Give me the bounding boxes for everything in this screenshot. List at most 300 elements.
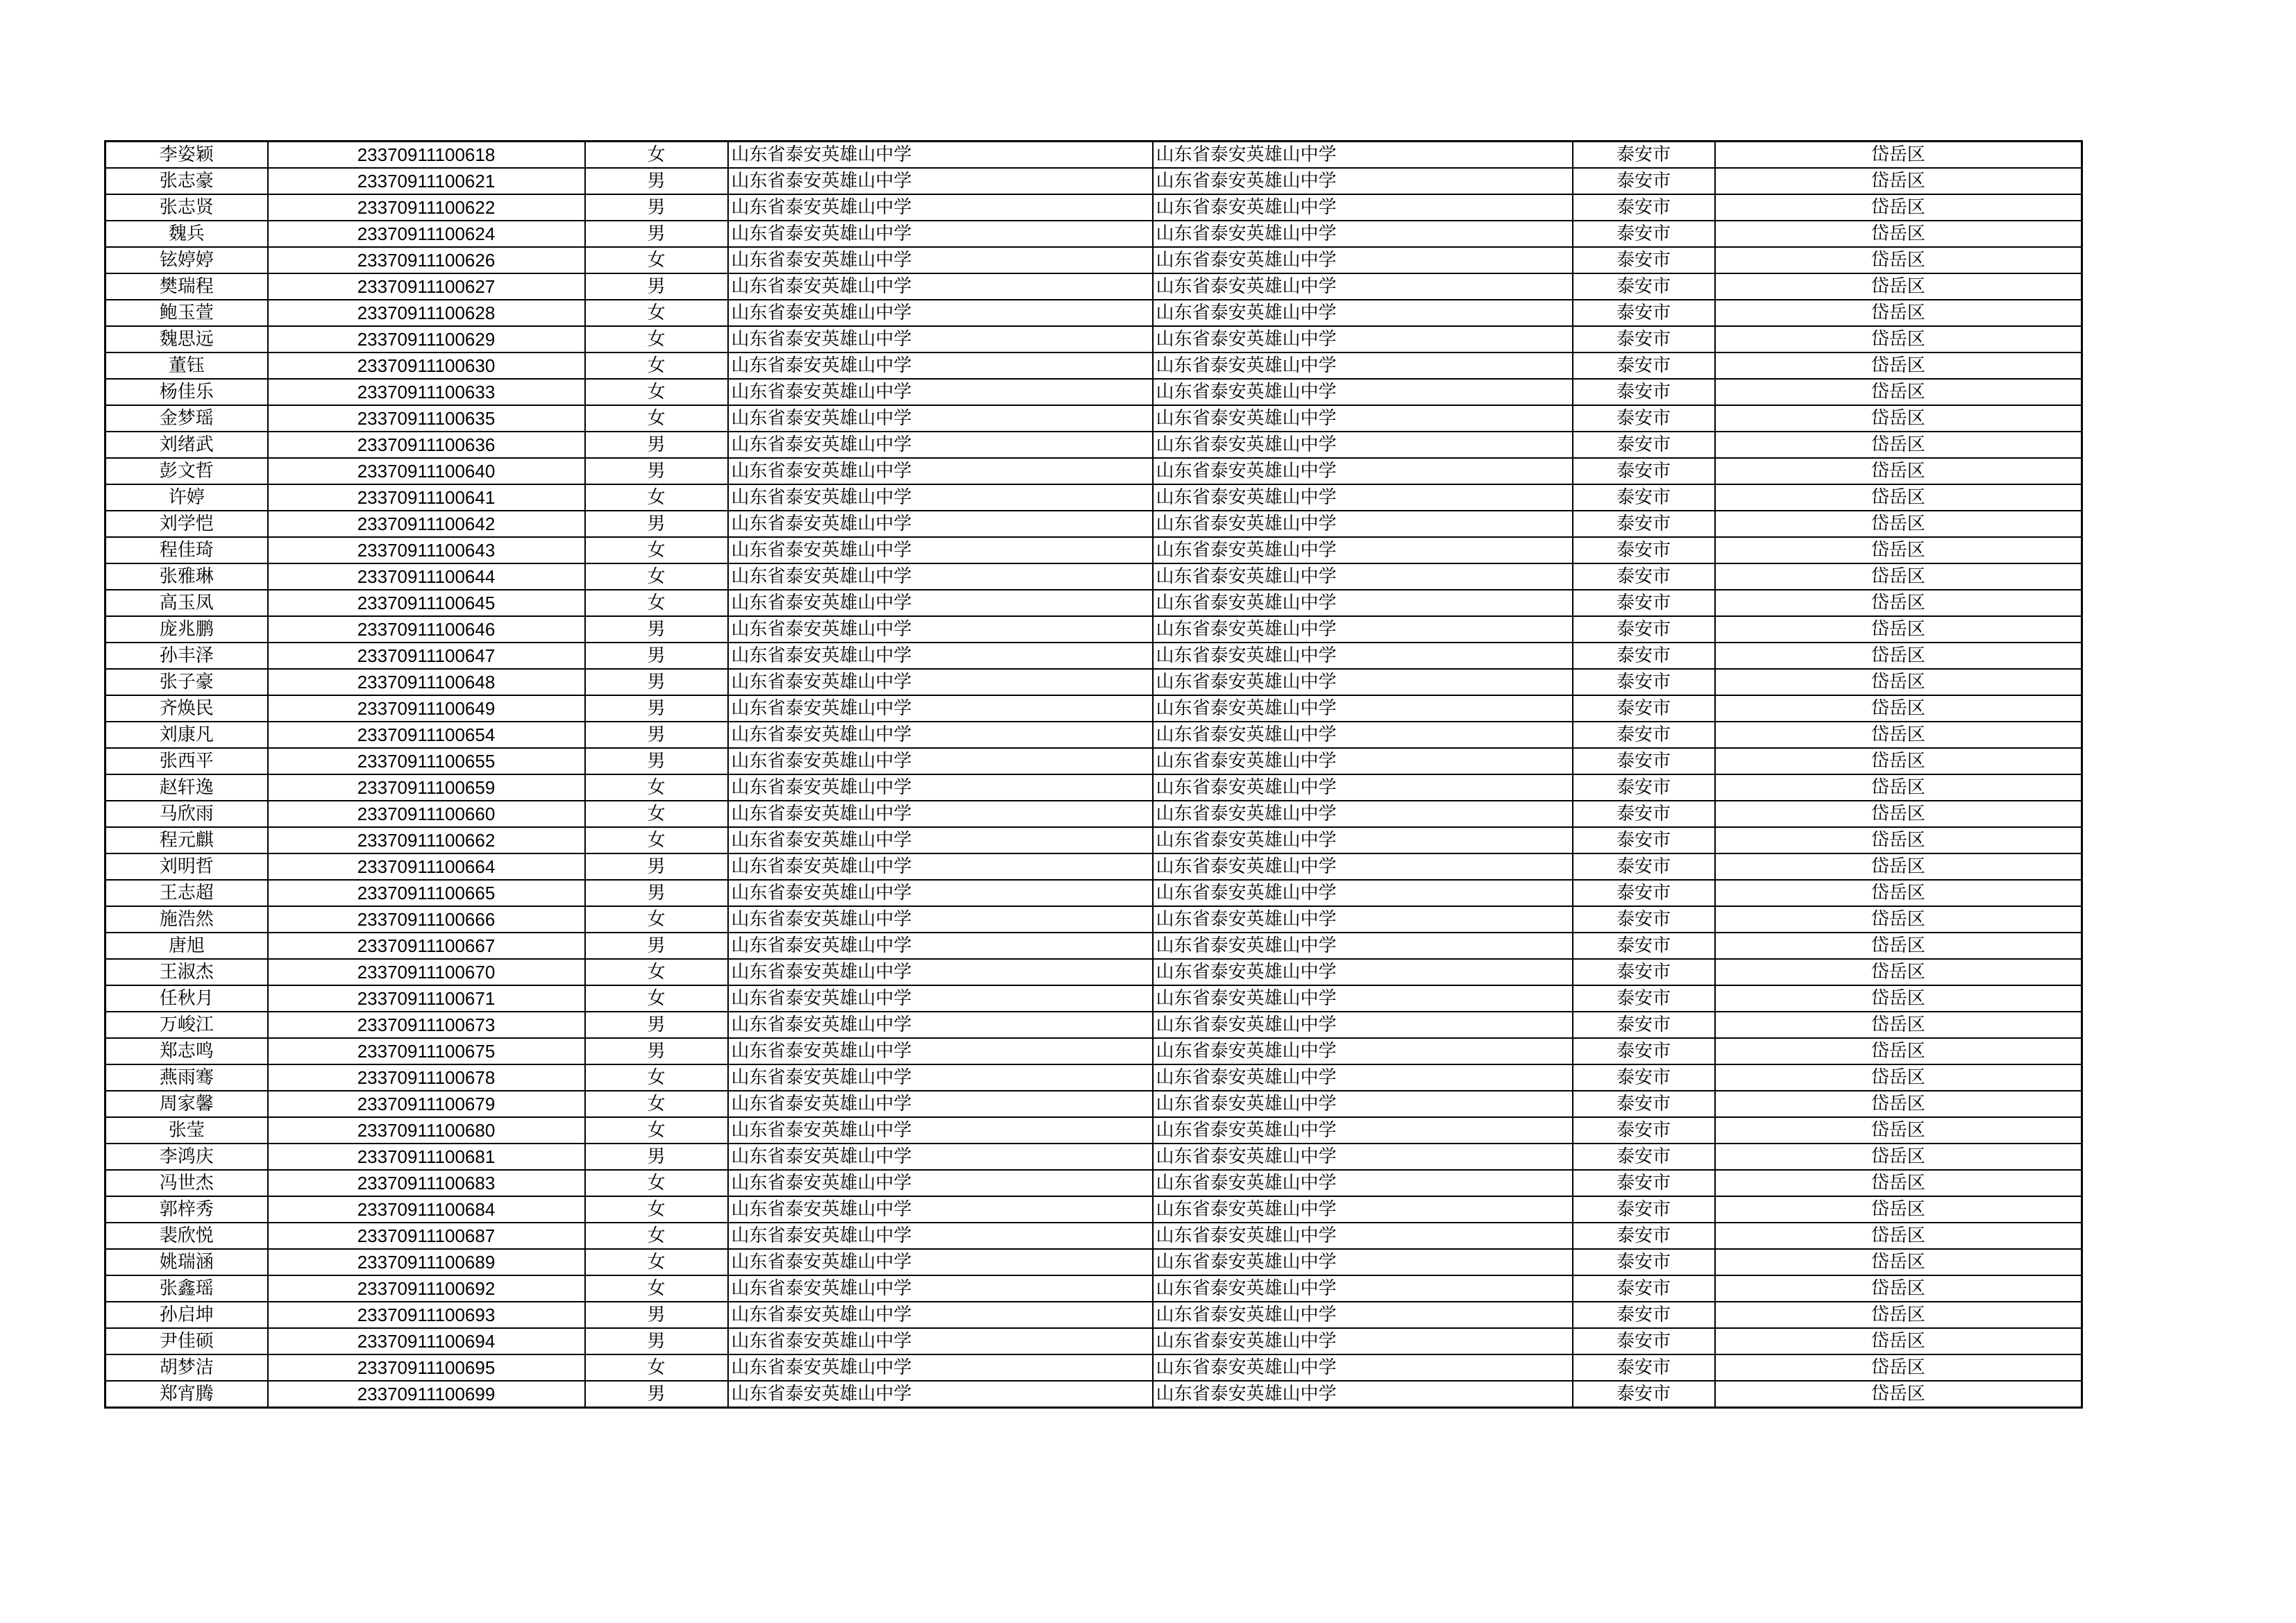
table-row	[105, 352, 2082, 379]
graduating-school-cell: 山东省泰安英雄山中学	[1153, 221, 1573, 247]
city-cell: 泰安市	[1573, 379, 1715, 405]
exam-number-cell: 23370911100662	[268, 827, 585, 853]
gender-cell: 男	[585, 168, 728, 194]
district-cell: 岱岳区	[1715, 247, 2082, 273]
student-name-cell: 铉婷婷	[105, 247, 268, 273]
school-cell: 山东省泰安英雄山中学	[728, 1196, 1153, 1223]
graduating-school-cell: 山东省泰安英雄山中学	[1153, 1381, 1573, 1408]
city-cell: 泰安市	[1573, 405, 1715, 432]
gender-cell: 男	[585, 695, 728, 722]
school-cell: 山东省泰安英雄山中学	[728, 247, 1153, 273]
student-name-cell: 张鑫瑶	[105, 1275, 268, 1302]
district-cell: 岱岳区	[1715, 1117, 2082, 1144]
district-cell: 岱岳区	[1715, 827, 2082, 853]
school-cell: 山东省泰安英雄山中学	[728, 985, 1153, 1012]
school-cell: 山东省泰安英雄山中学	[728, 1275, 1153, 1302]
exam-number-cell: 23370911100671	[268, 985, 585, 1012]
school-cell: 山东省泰安英雄山中学	[728, 221, 1153, 247]
table-row	[105, 1012, 2082, 1038]
table-row	[105, 643, 2082, 669]
gender-cell: 男	[585, 1328, 728, 1354]
district-cell: 岱岳区	[1715, 194, 2082, 221]
table-row	[105, 1144, 2082, 1170]
city-cell: 泰安市	[1573, 1328, 1715, 1354]
student-name-cell: 李姿颖	[105, 142, 268, 169]
district-cell: 岱岳区	[1715, 1012, 2082, 1038]
table-row	[105, 1302, 2082, 1328]
school-cell: 山东省泰安英雄山中学	[728, 827, 1153, 853]
school-cell: 山东省泰安英雄山中学	[728, 352, 1153, 379]
graduating-school-cell: 山东省泰安英雄山中学	[1153, 616, 1573, 643]
district-cell: 岱岳区	[1715, 1302, 2082, 1328]
district-cell: 岱岳区	[1715, 1064, 2082, 1091]
graduating-school-cell: 山东省泰安英雄山中学	[1153, 300, 1573, 326]
student-name-cell: 张莹	[105, 1117, 268, 1144]
exam-number-cell: 23370911100647	[268, 643, 585, 669]
district-cell: 岱岳区	[1715, 563, 2082, 590]
district-cell: 岱岳区	[1715, 906, 2082, 933]
city-cell: 泰安市	[1573, 1354, 1715, 1381]
student-name-cell: 张雅琳	[105, 563, 268, 590]
gender-cell: 女	[585, 379, 728, 405]
gender-cell: 女	[585, 1223, 728, 1249]
gender-cell: 女	[585, 801, 728, 827]
city-cell: 泰安市	[1573, 1012, 1715, 1038]
table-row	[105, 827, 2082, 853]
exam-number-cell: 23370911100689	[268, 1249, 585, 1275]
graduating-school-cell: 山东省泰安英雄山中学	[1153, 695, 1573, 722]
gender-cell: 男	[585, 511, 728, 537]
gender-cell: 男	[585, 273, 728, 300]
city-cell: 泰安市	[1573, 1196, 1715, 1223]
graduating-school-cell: 山东省泰安英雄山中学	[1153, 142, 1573, 169]
exam-number-cell: 23370911100644	[268, 563, 585, 590]
student-name-cell: 姚瑞涵	[105, 1249, 268, 1275]
graduating-school-cell: 山东省泰安英雄山中学	[1153, 643, 1573, 669]
school-cell: 山东省泰安英雄山中学	[728, 379, 1153, 405]
gender-cell: 男	[585, 669, 728, 695]
school-cell: 山东省泰安英雄山中学	[728, 1249, 1153, 1275]
school-cell: 山东省泰安英雄山中学	[728, 168, 1153, 194]
school-cell: 山东省泰安英雄山中学	[728, 933, 1153, 959]
exam-number-cell: 23370911100660	[268, 801, 585, 827]
exam-number-cell: 23370911100692	[268, 1275, 585, 1302]
city-cell: 泰安市	[1573, 1038, 1715, 1064]
exam-number-cell: 23370911100687	[268, 1223, 585, 1249]
exam-number-cell: 23370911100684	[268, 1196, 585, 1223]
city-cell: 泰安市	[1573, 722, 1715, 748]
exam-number-cell: 23370911100648	[268, 669, 585, 695]
city-cell: 泰安市	[1573, 1064, 1715, 1091]
gender-cell: 男	[585, 853, 728, 880]
graduating-school-cell: 山东省泰安英雄山中学	[1153, 537, 1573, 563]
table-row	[105, 300, 2082, 326]
table-row	[105, 1328, 2082, 1354]
school-cell: 山东省泰安英雄山中学	[728, 616, 1153, 643]
district-cell: 岱岳区	[1715, 142, 2082, 169]
school-cell: 山东省泰安英雄山中学	[728, 1012, 1153, 1038]
district-cell: 岱岳区	[1715, 1381, 2082, 1408]
graduating-school-cell: 山东省泰安英雄山中学	[1153, 1354, 1573, 1381]
table-row	[105, 142, 2082, 169]
exam-number-cell: 23370911100640	[268, 458, 585, 484]
gender-cell: 女	[585, 959, 728, 985]
graduating-school-cell: 山东省泰安英雄山中学	[1153, 1249, 1573, 1275]
student-name-cell: 郑志鸣	[105, 1038, 268, 1064]
city-cell: 泰安市	[1573, 906, 1715, 933]
exam-number-cell: 23370911100646	[268, 616, 585, 643]
table-row	[105, 326, 2082, 352]
district-cell: 岱岳区	[1715, 221, 2082, 247]
gender-cell: 男	[585, 221, 728, 247]
district-cell: 岱岳区	[1715, 1223, 2082, 1249]
gender-cell: 男	[585, 1381, 728, 1408]
exam-number-cell: 23370911100694	[268, 1328, 585, 1354]
gender-cell: 男	[585, 194, 728, 221]
city-cell: 泰安市	[1573, 1091, 1715, 1117]
school-cell: 山东省泰安英雄山中学	[728, 722, 1153, 748]
gender-cell: 女	[585, 1275, 728, 1302]
school-cell: 山东省泰安英雄山中学	[728, 300, 1153, 326]
table-row	[105, 537, 2082, 563]
graduating-school-cell: 山东省泰安英雄山中学	[1153, 273, 1573, 300]
student-name-cell: 刘绪武	[105, 432, 268, 458]
student-name-cell: 程元麒	[105, 827, 268, 853]
graduating-school-cell: 山东省泰安英雄山中学	[1153, 511, 1573, 537]
city-cell: 泰安市	[1573, 563, 1715, 590]
table-row	[105, 563, 2082, 590]
gender-cell: 男	[585, 458, 728, 484]
student-name-cell: 张志豪	[105, 168, 268, 194]
gender-cell: 男	[585, 933, 728, 959]
student-name-cell: 杨佳乐	[105, 379, 268, 405]
table-row	[105, 458, 2082, 484]
graduating-school-cell: 山东省泰安英雄山中学	[1153, 1196, 1573, 1223]
graduating-school-cell: 山东省泰安英雄山中学	[1153, 801, 1573, 827]
table-row	[105, 695, 2082, 722]
table-row	[105, 405, 2082, 432]
exam-number-cell: 23370911100659	[268, 774, 585, 801]
student-name-cell: 张志贤	[105, 194, 268, 221]
district-cell: 岱岳区	[1715, 1038, 2082, 1064]
city-cell: 泰安市	[1573, 827, 1715, 853]
district-cell: 岱岳区	[1715, 722, 2082, 748]
district-cell: 岱岳区	[1715, 669, 2082, 695]
school-cell: 山东省泰安英雄山中学	[728, 1091, 1153, 1117]
graduating-school-cell: 山东省泰安英雄山中学	[1153, 352, 1573, 379]
graduating-school-cell: 山东省泰安英雄山中学	[1153, 1091, 1573, 1117]
city-cell: 泰安市	[1573, 959, 1715, 985]
exam-number-cell: 23370911100655	[268, 748, 585, 774]
exam-number-cell: 23370911100627	[268, 273, 585, 300]
student-name-cell: 彭文哲	[105, 458, 268, 484]
table-row	[105, 669, 2082, 695]
city-cell: 泰安市	[1573, 352, 1715, 379]
city-cell: 泰安市	[1573, 1302, 1715, 1328]
district-cell: 岱岳区	[1715, 748, 2082, 774]
gender-cell: 女	[585, 1196, 728, 1223]
city-cell: 泰安市	[1573, 669, 1715, 695]
student-name-cell: 魏兵	[105, 221, 268, 247]
city-cell: 泰安市	[1573, 774, 1715, 801]
graduating-school-cell: 山东省泰安英雄山中学	[1153, 959, 1573, 985]
table-row	[105, 1170, 2082, 1196]
city-cell: 泰安市	[1573, 590, 1715, 616]
city-cell: 泰安市	[1573, 273, 1715, 300]
exam-number-cell: 23370911100664	[268, 853, 585, 880]
city-cell: 泰安市	[1573, 537, 1715, 563]
graduating-school-cell: 山东省泰安英雄山中学	[1153, 880, 1573, 906]
student-name-cell: 万峻江	[105, 1012, 268, 1038]
school-cell: 山东省泰安英雄山中学	[728, 142, 1153, 169]
student-name-cell: 齐焕民	[105, 695, 268, 722]
gender-cell: 男	[585, 1144, 728, 1170]
school-cell: 山东省泰安英雄山中学	[728, 273, 1153, 300]
district-cell: 岱岳区	[1715, 300, 2082, 326]
school-cell: 山东省泰安英雄山中学	[728, 748, 1153, 774]
school-cell: 山东省泰安英雄山中学	[728, 774, 1153, 801]
gender-cell: 女	[585, 1117, 728, 1144]
school-cell: 山东省泰安英雄山中学	[728, 1170, 1153, 1196]
school-cell: 山东省泰安英雄山中学	[728, 643, 1153, 669]
city-cell: 泰安市	[1573, 326, 1715, 352]
city-cell: 泰安市	[1573, 616, 1715, 643]
city-cell: 泰安市	[1573, 511, 1715, 537]
student-name-cell: 孙启坤	[105, 1302, 268, 1328]
table-row	[105, 801, 2082, 827]
city-cell: 泰安市	[1573, 1144, 1715, 1170]
table-row	[105, 748, 2082, 774]
district-cell: 岱岳区	[1715, 1196, 2082, 1223]
school-cell: 山东省泰安英雄山中学	[728, 801, 1153, 827]
student-name-cell: 周家馨	[105, 1091, 268, 1117]
city-cell: 泰安市	[1573, 168, 1715, 194]
table-row	[105, 247, 2082, 273]
exam-number-cell: 23370911100628	[268, 300, 585, 326]
graduating-school-cell: 山东省泰安英雄山中学	[1153, 1275, 1573, 1302]
gender-cell: 男	[585, 1302, 728, 1328]
graduating-school-cell: 山东省泰安英雄山中学	[1153, 669, 1573, 695]
student-name-cell: 高玉凤	[105, 590, 268, 616]
student-name-cell: 李鸿庆	[105, 1144, 268, 1170]
exam-number-cell: 23370911100670	[268, 959, 585, 985]
gender-cell: 女	[585, 590, 728, 616]
table-row	[105, 1249, 2082, 1275]
student-name-cell: 王志超	[105, 880, 268, 906]
table-row	[105, 774, 2082, 801]
student-name-cell: 孙丰泽	[105, 643, 268, 669]
district-cell: 岱岳区	[1715, 695, 2082, 722]
student-name-cell: 赵轩逸	[105, 774, 268, 801]
student-name-cell: 张子豪	[105, 669, 268, 695]
city-cell: 泰安市	[1573, 300, 1715, 326]
table-row	[105, 880, 2082, 906]
exam-number-cell: 23370911100641	[268, 484, 585, 511]
district-cell: 岱岳区	[1715, 1170, 2082, 1196]
student-name-cell: 魏思远	[105, 326, 268, 352]
student-name-cell: 郑宵腾	[105, 1381, 268, 1408]
graduating-school-cell: 山东省泰安英雄山中学	[1153, 458, 1573, 484]
gender-cell: 女	[585, 1091, 728, 1117]
exam-number-cell: 23370911100693	[268, 1302, 585, 1328]
student-name-cell: 金梦瑶	[105, 405, 268, 432]
exam-number-cell: 23370911100642	[268, 511, 585, 537]
city-cell: 泰安市	[1573, 1170, 1715, 1196]
city-cell: 泰安市	[1573, 1223, 1715, 1249]
exam-number-cell: 23370911100635	[268, 405, 585, 432]
student-name-cell: 程佳琦	[105, 537, 268, 563]
district-cell: 岱岳区	[1715, 273, 2082, 300]
student-name-cell: 鲍玉萱	[105, 300, 268, 326]
student-name-cell: 张西平	[105, 748, 268, 774]
school-cell: 山东省泰安英雄山中学	[728, 590, 1153, 616]
district-cell: 岱岳区	[1715, 1328, 2082, 1354]
table-row	[105, 1117, 2082, 1144]
exam-number-cell: 23370911100675	[268, 1038, 585, 1064]
student-name-cell: 董钰	[105, 352, 268, 379]
graduating-school-cell: 山东省泰安英雄山中学	[1153, 1328, 1573, 1354]
district-cell: 岱岳区	[1715, 352, 2082, 379]
district-cell: 岱岳区	[1715, 537, 2082, 563]
gender-cell: 男	[585, 616, 728, 643]
school-cell: 山东省泰安英雄山中学	[728, 1064, 1153, 1091]
graduating-school-cell: 山东省泰安英雄山中学	[1153, 326, 1573, 352]
exam-number-cell: 23370911100633	[268, 379, 585, 405]
exam-number-cell: 23370911100673	[268, 1012, 585, 1038]
school-cell: 山东省泰安英雄山中学	[728, 1038, 1153, 1064]
school-cell: 山东省泰安英雄山中学	[728, 1381, 1153, 1408]
school-cell: 山东省泰安英雄山中学	[728, 537, 1153, 563]
table-row	[105, 933, 2082, 959]
graduating-school-cell: 山东省泰安英雄山中学	[1153, 432, 1573, 458]
school-cell: 山东省泰安英雄山中学	[728, 906, 1153, 933]
gender-cell: 女	[585, 326, 728, 352]
gender-cell: 女	[585, 774, 728, 801]
city-cell: 泰安市	[1573, 484, 1715, 511]
district-cell: 岱岳区	[1715, 168, 2082, 194]
city-cell: 泰安市	[1573, 853, 1715, 880]
table-row	[105, 590, 2082, 616]
exam-number-cell: 23370911100678	[268, 1064, 585, 1091]
district-cell: 岱岳区	[1715, 511, 2082, 537]
district-cell: 岱岳区	[1715, 801, 2082, 827]
gender-cell: 女	[585, 405, 728, 432]
table-row	[105, 194, 2082, 221]
student-name-cell: 尹佳硕	[105, 1328, 268, 1354]
student-name-cell: 刘明哲	[105, 853, 268, 880]
graduating-school-cell: 山东省泰安英雄山中学	[1153, 194, 1573, 221]
school-cell: 山东省泰安英雄山中学	[728, 1223, 1153, 1249]
table-row	[105, 273, 2082, 300]
gender-cell: 女	[585, 563, 728, 590]
table-row	[105, 985, 2082, 1012]
city-cell: 泰安市	[1573, 1381, 1715, 1408]
school-cell: 山东省泰安英雄山中学	[728, 432, 1153, 458]
exam-number-cell: 23370911100636	[268, 432, 585, 458]
city-cell: 泰安市	[1573, 194, 1715, 221]
graduating-school-cell: 山东省泰安英雄山中学	[1153, 590, 1573, 616]
table-row	[105, 432, 2082, 458]
school-cell: 山东省泰安英雄山中学	[728, 1144, 1153, 1170]
gender-cell: 女	[585, 1249, 728, 1275]
table-row	[105, 959, 2082, 985]
student-name-cell: 许婷	[105, 484, 268, 511]
exam-number-cell: 23370911100667	[268, 933, 585, 959]
exam-number-cell: 23370911100666	[268, 906, 585, 933]
school-cell: 山东省泰安英雄山中学	[728, 458, 1153, 484]
city-cell: 泰安市	[1573, 1275, 1715, 1302]
graduating-school-cell: 山东省泰安英雄山中学	[1153, 484, 1573, 511]
student-name-cell: 胡梦洁	[105, 1354, 268, 1381]
school-cell: 山东省泰安英雄山中学	[728, 1302, 1153, 1328]
city-cell: 泰安市	[1573, 801, 1715, 827]
table-row	[105, 1038, 2082, 1064]
table-row	[105, 1196, 2082, 1223]
city-cell: 泰安市	[1573, 933, 1715, 959]
exam-number-cell: 23370911100626	[268, 247, 585, 273]
table-row	[105, 511, 2082, 537]
exam-number-cell: 23370911100699	[268, 1381, 585, 1408]
district-cell: 岱岳区	[1715, 484, 2082, 511]
exam-number-cell: 23370911100654	[268, 722, 585, 748]
gender-cell: 女	[585, 247, 728, 273]
gender-cell: 女	[585, 352, 728, 379]
gender-cell: 女	[585, 484, 728, 511]
student-roster-table	[104, 140, 2083, 1409]
graduating-school-cell: 山东省泰安英雄山中学	[1153, 933, 1573, 959]
exam-number-cell: 23370911100645	[268, 590, 585, 616]
graduating-school-cell: 山东省泰安英雄山中学	[1153, 405, 1573, 432]
district-cell: 岱岳区	[1715, 405, 2082, 432]
graduating-school-cell: 山东省泰安英雄山中学	[1153, 379, 1573, 405]
table-row	[105, 221, 2082, 247]
district-cell: 岱岳区	[1715, 590, 2082, 616]
school-cell: 山东省泰安英雄山中学	[728, 326, 1153, 352]
exam-number-cell: 23370911100629	[268, 326, 585, 352]
school-cell: 山东省泰安英雄山中学	[728, 1117, 1153, 1144]
graduating-school-cell: 山东省泰安英雄山中学	[1153, 774, 1573, 801]
district-cell: 岱岳区	[1715, 379, 2082, 405]
exam-number-cell: 23370911100618	[268, 142, 585, 169]
table-row	[105, 616, 2082, 643]
city-cell: 泰安市	[1573, 880, 1715, 906]
city-cell: 泰安市	[1573, 1249, 1715, 1275]
gender-cell: 女	[585, 300, 728, 326]
student-name-cell: 唐旭	[105, 933, 268, 959]
graduating-school-cell: 山东省泰安英雄山中学	[1153, 985, 1573, 1012]
graduating-school-cell: 山东省泰安英雄山中学	[1153, 1117, 1573, 1144]
school-cell: 山东省泰安英雄山中学	[728, 511, 1153, 537]
exam-number-cell: 23370911100643	[268, 537, 585, 563]
district-cell: 岱岳区	[1715, 1144, 2082, 1170]
exam-number-cell: 23370911100649	[268, 695, 585, 722]
gender-cell: 女	[585, 1170, 728, 1196]
city-cell: 泰安市	[1573, 458, 1715, 484]
graduating-school-cell: 山东省泰安英雄山中学	[1153, 722, 1573, 748]
exam-number-cell: 23370911100680	[268, 1117, 585, 1144]
district-cell: 岱岳区	[1715, 1091, 2082, 1117]
graduating-school-cell: 山东省泰安英雄山中学	[1153, 1302, 1573, 1328]
district-cell: 岱岳区	[1715, 1354, 2082, 1381]
gender-cell: 男	[585, 722, 728, 748]
table-row	[105, 1064, 2082, 1091]
graduating-school-cell: 山东省泰安英雄山中学	[1153, 1064, 1573, 1091]
school-cell: 山东省泰安英雄山中学	[728, 880, 1153, 906]
student-name-cell: 任秋月	[105, 985, 268, 1012]
city-cell: 泰安市	[1573, 643, 1715, 669]
gender-cell: 男	[585, 643, 728, 669]
table-row	[105, 722, 2082, 748]
